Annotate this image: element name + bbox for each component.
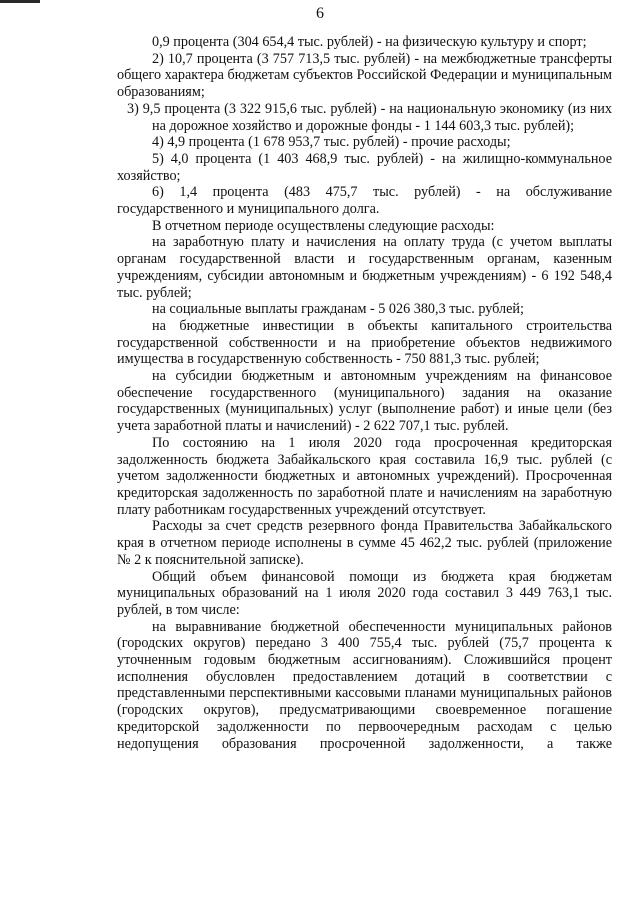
document-body [117, 34, 612, 752]
paragraph-item-4: 4) 4,9 процента (1 678 953,7 тыс. рублей) - прочие расходы; [152, 134, 511, 151]
paragraph-item-2: 2) 10,7 процента (3 757 713,5 тыс. рублей) - на межбюджетные трансферты общего характера бюджетам субъектов Российской Федерации и муниципальным образованиям; [117, 50, 612, 101]
paragraph-item-3: 3) 9,5 процента (3 322 915,6 тыс. рублей) - на национальную экономику (из них на дорожное хозяйство и дорожные фонды - 1 144 603,3 тыс. рублей); [127, 100, 612, 134]
paragraph-expenses-intro: В отчетном периоде осуществлены следующие расходы: [152, 217, 495, 234]
paragraph-sport: 0,9 процента (304 654,4 тыс. рублей) - на физическую культуру и спорт; [152, 34, 587, 50]
paragraph-social: на социальные выплаты гражданам - 5 026 380,3 тыс. рублей; [152, 301, 524, 318]
paragraph-reserve-fund: Расходы за счет средств резервного фонда Правительства Забайкальского края в отчетном периоде исполнены в сумме 45 462,2 тыс. рублей (приложение № 2 к пояснительной записке). [117, 518, 612, 568]
paragraph-financial-aid: Общий объем финансовой помощи из бюджета края бюджетам муниципальных образований на 1 июля 2020 года составил 3 449 763,1 тыс. рублей, в том числе: [117, 568, 612, 618]
paragraph-overdue-debt: По состоянию на 1 июля 2020 года просроченная кредиторская задолженность бюджета Забайкальского края составила 16,9 тыс. рублей (с учетом задолженности бюджетных и автономных учреждений). Просроченная кредиторская задолженность по заработной плате и начислениям на заработную плату работникам государственных учреждений отсутствует. [117, 434, 612, 518]
page-number: 6 [316, 5, 324, 22]
paragraph-salary: на заработную плату и начисления на оплату труда (с учетом выплаты органам государственной власти и государственным органам, казенным учреждениям, субсидии автономным и бюджетным учреждениям) - 6 192 548,4 тыс. рублей; [117, 234, 612, 301]
paragraph-investments: на бюджетные инвестиции в объекты капитального строительства государственной собственности и на приобретение объектов недвижимого имущества в государственную собственность - 750 881,3 тыс. рублей; [117, 317, 612, 368]
paragraph-equalization: на выравнивание бюджетной обеспеченности муниципальных районов (городских округов) передано 3 400 755,4 тыс. рублей (75,7 процента к уточненным годовым бюджетным ассигнованиям). Сложившийся процент исполнения обусловлен предоставлением дотаций в соответствии с представленными перспективными кассовыми планами муниципальных районов (городских округов), предусматривающими своевременное погашение кредиторской задолженности по первоочередным расходам с целью недопущения образования просроченной задолженности, а также [117, 618, 612, 752]
paragraph-item-6: 6) 1,4 процента (483 475,7 тыс. рублей) - на обслуживание государственного и муниципального долга. [117, 184, 612, 218]
top-rule [0, 0, 40, 3]
paragraph-subsidies: на субсидии бюджетным и автономным учреждениям на финансовое обеспечение государственного (муниципального) задания на оказание государственных (муниципальных) услуг (выполнение работ) и иные цели (без учета заработной платы и начислений) - 2 622 707,1 тыс. рублей. [117, 368, 612, 435]
paragraph-item-5: 5) 4,0 процента (1 403 468,9 тыс. рублей) - на жилищно-коммунальное хозяйство; [117, 150, 612, 184]
